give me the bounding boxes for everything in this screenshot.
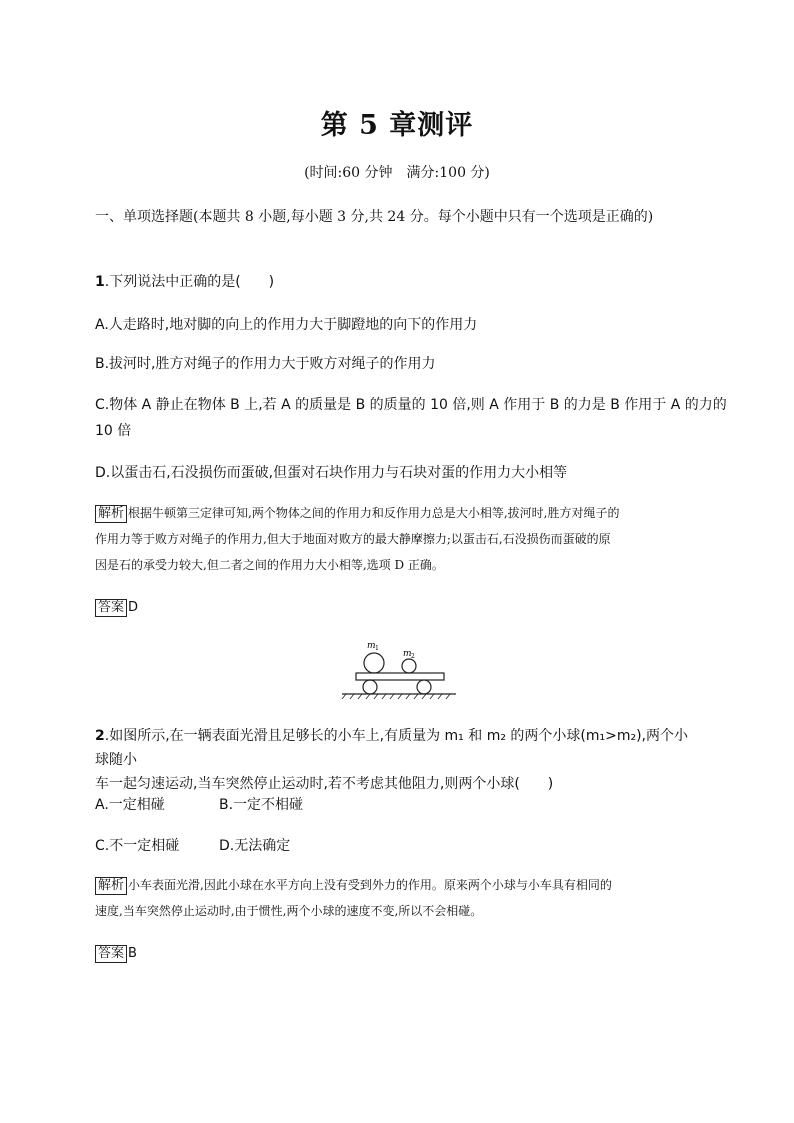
label-m1: m	[367, 641, 376, 651]
answer-tag: 答案	[95, 599, 127, 617]
label-m2: m	[403, 649, 412, 659]
question-1-stem	[95, 270, 699, 294]
answer-value: D	[128, 600, 139, 615]
question-2-text-line2: 车一起匀速运动,当车突然停止运动时,若不考虑其他阻力,则两个小球( )	[95, 776, 554, 792]
ball-m2	[402, 659, 416, 673]
question-1-number: 1	[95, 274, 105, 290]
cart-diagram	[340, 638, 460, 700]
question-2-number: 2	[95, 728, 105, 744]
wheel-left	[363, 680, 377, 694]
question-2-answer	[95, 945, 137, 963]
label-m1-sub: 1	[375, 645, 379, 652]
question-1-option-a: A.人走路时,地对脚的向上的作用力大于脚蹬地的向下的作用力	[95, 317, 478, 333]
question-1-option-c-cont: 10 倍	[95, 423, 132, 439]
question-1-answer	[95, 599, 138, 617]
question-2-analysis	[95, 872, 699, 924]
wheel-right	[417, 680, 431, 694]
question-1-option-d: D.以蛋击石,石没损伤而蛋破,但蛋对石块作用力与石块对蛋的作用力大小相等	[95, 465, 568, 481]
question-1-analysis	[95, 500, 699, 578]
cart-body	[356, 673, 444, 680]
question-2-stem	[95, 724, 699, 796]
question-2-option-c: C.不一定相碰	[95, 838, 180, 854]
answer-tag: 答案	[95, 945, 127, 963]
cart-figure	[340, 638, 460, 700]
answer-value: B	[128, 946, 137, 961]
analysis-line: 小车表面光滑,因此小球在水平方向上没有受到外力的作用。原来两个小球与小车具有相同的	[128, 878, 612, 892]
question-2-text-line1: .如图所示,在一辆表面光滑且足够长的小车上,有质量为 m₁ 和 m₂ 的两个小球(m₁>m₂),两个小球随小	[95, 728, 689, 768]
analysis-tag: 解析	[95, 877, 127, 895]
question-2-option-a: A.一定相碰	[95, 797, 165, 813]
exam-info: (时间:60 分钟 满分:100 分)	[304, 165, 490, 181]
ball-m1	[364, 653, 384, 673]
analysis-line: 因是石的承受力较大,但二者之间的作用力大小相等,选项 D 正确。	[95, 558, 444, 572]
analysis-line: 根据牛顿第三定律可知,两个物体之间的作用力和反作用力总是大小相等,拔河时,胜方对绳子的	[128, 506, 620, 520]
section-heading-text: 一、单项选择题(本题共 8 小题,每小题 3 分,共 24 分。每个小题中只有一个选项是正确的)	[95, 209, 654, 225]
ground-hatching	[342, 694, 450, 699]
page-title: 第 5 章测评	[320, 110, 474, 141]
question-2-option-b: B.一定不相碰	[219, 797, 304, 813]
label-m2-sub: 2	[411, 653, 415, 660]
section-heading	[95, 205, 699, 230]
question-1-option-b: B.拔河时,胜方对绳子的作用力大于败方对绳子的作用力	[95, 356, 436, 372]
question-2-option-d: D.无法确定	[219, 838, 291, 854]
analysis-tag: 解析	[95, 505, 127, 523]
analysis-line: 作用力等于败方对绳子的作用力,但大于地面对败方的最大静摩擦力;以蛋击石,石没损伤而蛋破的原	[95, 532, 611, 546]
question-1-text: .下列说法中正确的是( )	[104, 274, 275, 290]
question-1-option-c: C.物体 A 静止在物体 B 上,若 A 的质量是 B 的质量的 10 倍,则 A 作用于 B 的力是 B 作用于 A 的力的	[95, 397, 727, 413]
analysis-line: 速度,当车突然停止运动时,由于惯性,两个小球的速度不变,所以不会相碰。	[95, 904, 483, 918]
